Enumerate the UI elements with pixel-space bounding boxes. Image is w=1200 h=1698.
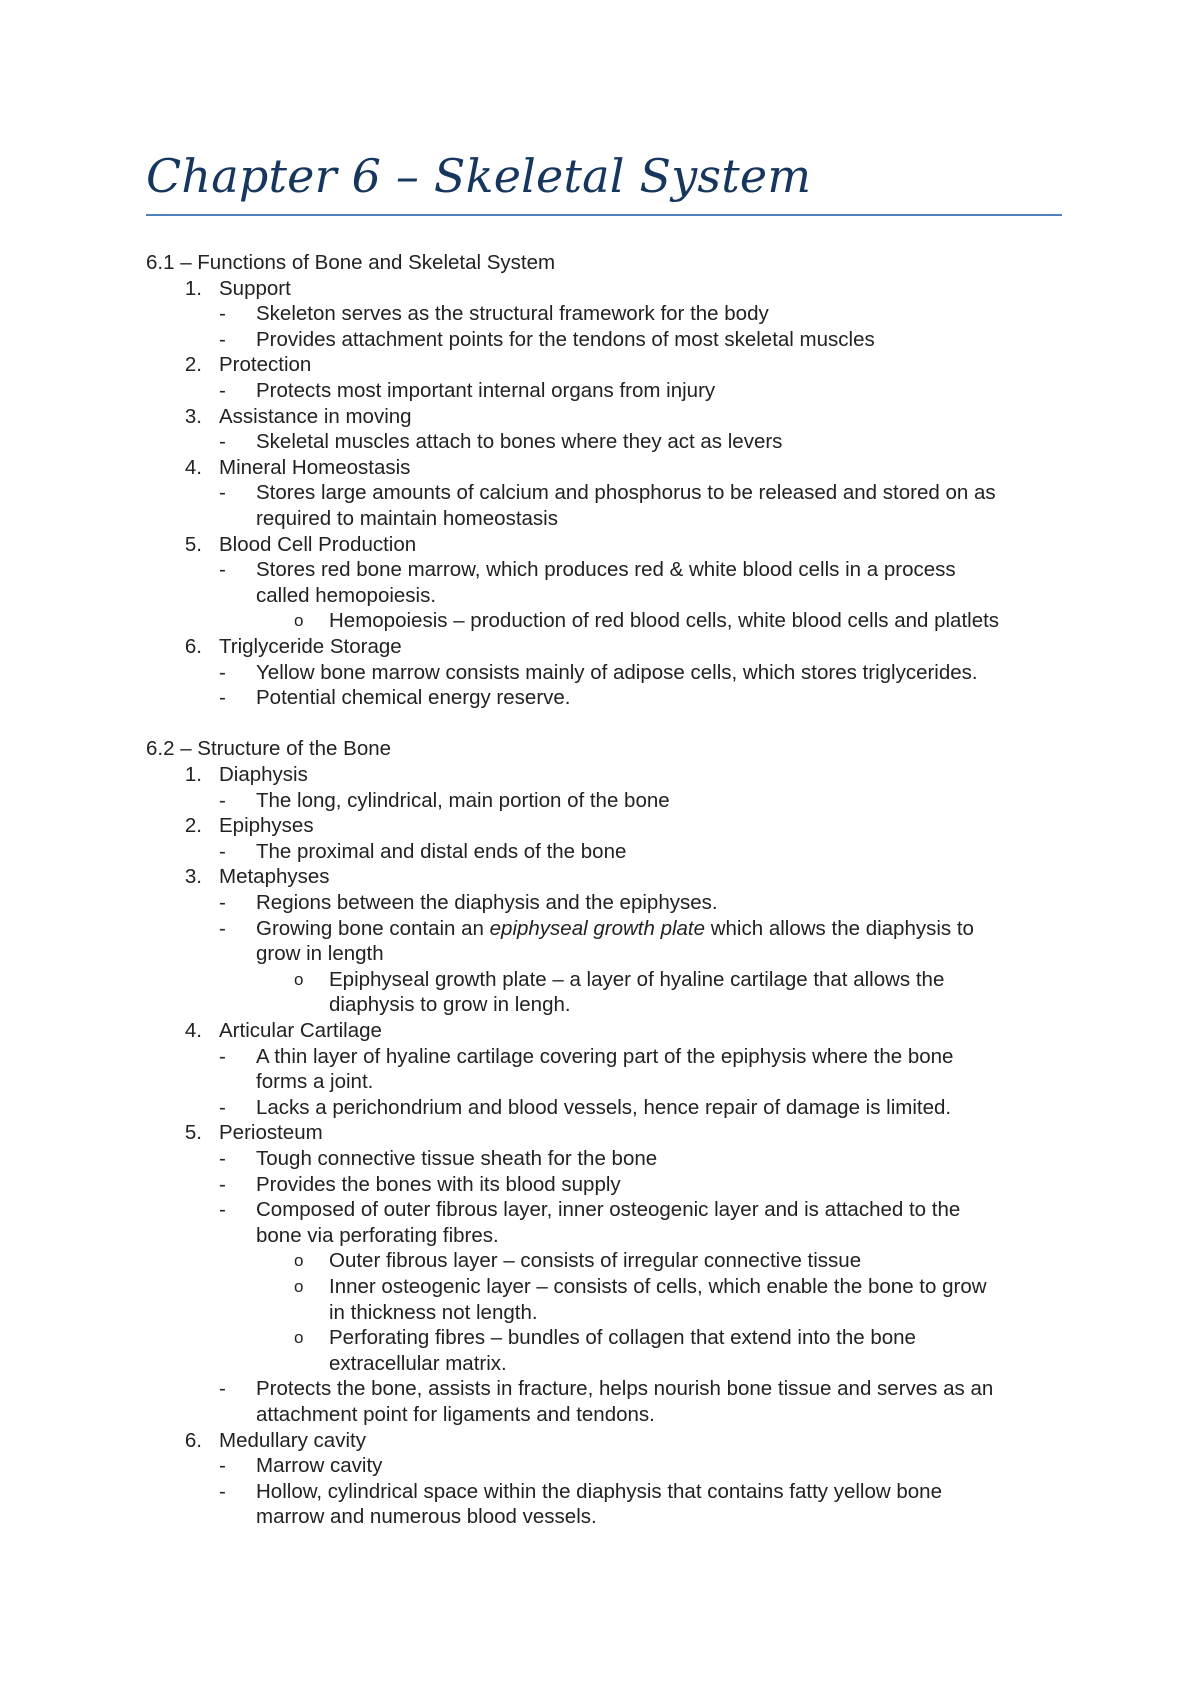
sub-bullet-text: Hemopoiesis – production of red blood cells, white blood cells and platlets xyxy=(329,609,1000,633)
sub-bullet-text: extracellular matrix. xyxy=(329,1351,507,1375)
bullet-text-part: grow in length xyxy=(256,942,384,966)
sub-bullet-circle-icon: o xyxy=(294,1251,304,1271)
bullet-dash-icon: - xyxy=(219,839,226,863)
bullet-dash-icon: - xyxy=(219,1172,226,1196)
bullet-text: Regions between the diaphysis and the epiphyses. xyxy=(256,891,718,914)
sub-bullet-text: Perforating fibres – bundles of collagen that extend into the bone xyxy=(329,1326,916,1350)
bullet-text: bone via perforating fibres. xyxy=(256,1223,499,1247)
list-item-number: 6. xyxy=(184,635,202,658)
list-item-label: Triglyceride Storage xyxy=(219,635,402,658)
bullet-text: Hollow, cylindrical space within the diaphysis that contains fatty yellow bone xyxy=(256,1479,942,1503)
list-item-label: Support xyxy=(219,276,291,300)
bullet-text: forms a joint. xyxy=(256,1070,374,1094)
bullet-dash-icon: - xyxy=(219,1377,226,1401)
list-item-number: 5. xyxy=(184,1121,202,1145)
bullet-text: marrow and numerous blood vessels. xyxy=(256,1505,597,1529)
bullet-text: required to maintain homeostasis xyxy=(256,507,558,530)
bullet-dash-icon: - xyxy=(219,1147,226,1170)
bullet-text: Yellow bone marrow consists mainly of adipose cells, which stores triglycerides. xyxy=(256,660,978,684)
list-item-number: 3. xyxy=(184,404,202,428)
bullet-dash-icon: - xyxy=(219,916,226,940)
section-heading-text: 6.2 – Structure of the Bone xyxy=(146,737,392,761)
bullet-dash-icon: - xyxy=(219,327,226,351)
bullet-text: Protects most important internal organs from injury xyxy=(256,379,716,402)
bullet-dash-icon: - xyxy=(219,1044,226,1068)
bullet-dash-icon: - xyxy=(219,1454,226,1478)
bullet-dash-icon: - xyxy=(219,558,226,582)
bullet-text: The proximal and distal ends of the bone xyxy=(256,839,627,863)
sub-bullet-circle-icon: o xyxy=(294,1277,304,1296)
bullet-dash-icon: - xyxy=(219,1095,226,1119)
bullet-text: Tough connective tissue sheath for the bone xyxy=(256,1147,658,1170)
sub-bullet-text: Inner osteogenic layer – consists of cells, which enable the bone to grow xyxy=(329,1275,987,1298)
list-item-label: Diaphysis xyxy=(219,763,308,786)
list-item-label: Medullary cavity xyxy=(219,1428,366,1452)
bullet-dash-icon: - xyxy=(219,302,226,326)
bullet-text xyxy=(256,941,384,967)
page-title: Chapter 6 – Skeletal System xyxy=(146,149,812,203)
list-item-number: 2. xyxy=(184,353,202,377)
title-underline xyxy=(146,214,1062,216)
sub-bullet-text: Epiphyseal growth plate – a layer of hyaline cartilage that allows the xyxy=(329,967,945,991)
bullet-text: called hemopoiesis. xyxy=(256,583,437,607)
bullet-dash-icon: - xyxy=(219,660,226,684)
sub-bullet-circle-icon: o xyxy=(294,611,304,631)
list-item-number: 1. xyxy=(184,276,202,300)
list-item-label: Metaphyses xyxy=(219,865,330,889)
list-item-label: Blood Cell Production xyxy=(219,532,417,556)
sub-bullet-circle-icon: o xyxy=(294,1328,304,1348)
bullet-text: Stores large amounts of calcium and phosphorus to be released and stored on as xyxy=(256,481,996,505)
bullet-text: Marrow cavity xyxy=(256,1454,383,1478)
bullet-dash-icon: - xyxy=(219,1479,226,1503)
bullet-text: The long, cylindrical, main portion of the bone xyxy=(256,788,670,812)
list-item-label: Periosteum xyxy=(219,1121,323,1145)
bullet-text: attachment point for ligaments and tendons. xyxy=(256,1403,655,1426)
bullet-text: Composed of outer fibrous layer, inner osteogenic layer and is attached to the xyxy=(256,1198,961,1222)
sub-bullet-text: in thickness not length. xyxy=(329,1300,538,1324)
section-heading-text: 6.1 – Functions of Bone and Skeletal System xyxy=(146,251,556,274)
bullet-text: Potential chemical energy reserve. xyxy=(256,686,571,710)
list-item-number: 3. xyxy=(184,865,202,889)
bullet-text: Lacks a perichondrium and blood vessels, hence repair of damage is limited. xyxy=(256,1095,952,1119)
bullet-dash-icon: - xyxy=(219,379,226,402)
emphasized-term: epiphyseal growth plate xyxy=(489,916,706,940)
bullet-text: Provides attachment points for the tendons of most skeletal muscles xyxy=(256,327,875,351)
list-item-number: 4. xyxy=(184,1019,202,1042)
bullet-dash-icon: - xyxy=(219,1198,226,1222)
bullet-text: Provides the bones with its blood supply xyxy=(256,1172,621,1196)
list-item-number: 4. xyxy=(184,455,202,479)
list-item-label: Articular Cartilage xyxy=(219,1019,382,1042)
bullet-text: Stores red bone marrow, which produces red & white blood cells in a process xyxy=(256,558,956,582)
bullet-text-part: which allows the diaphysis to xyxy=(705,916,974,940)
bullet-text: Protects the bone, assists in fracture, helps nourish bone tissue and serves as an xyxy=(256,1377,994,1401)
bullet-dash-icon: - xyxy=(219,430,226,454)
list-item-number: 6. xyxy=(184,1428,202,1452)
sub-bullet-text: diaphysis to grow in lengh. xyxy=(329,993,571,1017)
list-item-label: Protection xyxy=(219,353,312,377)
list-item-label: Epiphyses xyxy=(219,814,314,838)
bullet-text: Skeletal muscles attach to bones where they act as levers xyxy=(256,430,783,454)
bullet-dash-icon: - xyxy=(219,788,226,812)
bullet-text xyxy=(256,916,974,942)
bullet-text: Skeleton serves as the structural framework for the body xyxy=(256,302,769,326)
bullet-dash-icon: - xyxy=(219,481,226,505)
bullet-text: A thin layer of hyaline cartilage covering part of the epiphysis where the bone xyxy=(256,1044,954,1068)
list-item-number: 1. xyxy=(184,763,202,786)
list-item-number: 2. xyxy=(184,814,202,838)
list-item-number: 5. xyxy=(184,532,202,556)
sub-bullet-circle-icon: o xyxy=(294,969,304,989)
list-item-label: Mineral Homeostasis xyxy=(219,455,411,479)
sub-bullet-text: Outer fibrous layer – consists of irregular connective tissue xyxy=(329,1249,862,1273)
bullet-text-part: Growing bone contain an xyxy=(256,916,490,940)
bullet-dash-icon: - xyxy=(219,686,226,710)
list-item-label: Assistance in moving xyxy=(219,404,412,428)
bullet-dash-icon: - xyxy=(219,891,226,914)
